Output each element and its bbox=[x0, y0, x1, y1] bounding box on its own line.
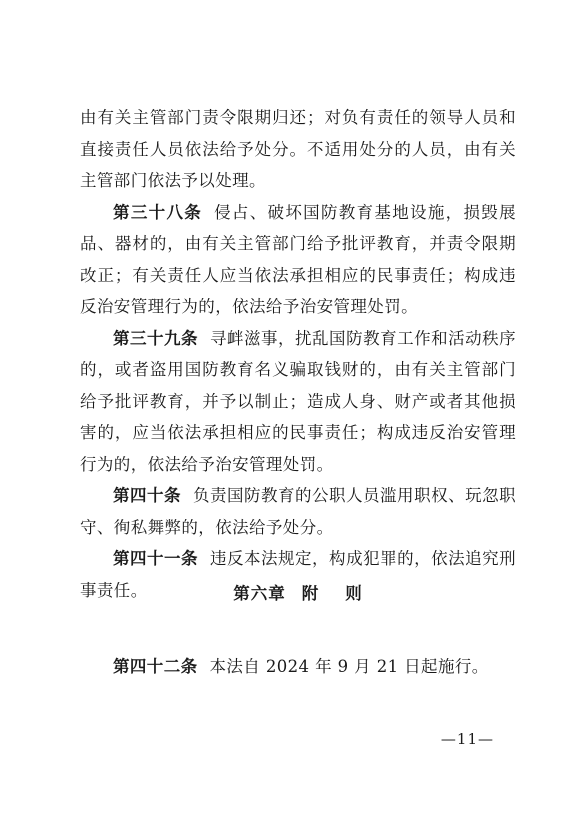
article-number: 第四十二条 bbox=[113, 656, 198, 676]
article-number: 第三十九条 bbox=[113, 328, 199, 348]
article-39 bbox=[80, 323, 516, 481]
paragraph-text: 由有关主管部门责令限期归还；对负有责任的领导人员和直接责任人员依法给予处分。不适用处分的人员，由有关主管部门依法予以处理。 bbox=[80, 108, 516, 190]
article-42 bbox=[80, 655, 516, 679]
page-number: —11— bbox=[440, 730, 494, 748]
article-number: 第三十八条 bbox=[113, 202, 203, 222]
paragraph-continuation bbox=[80, 102, 516, 197]
article-text: 负责国防教育的公职人员滥用职权、玩忽职守、徇私舞弊的，依法给予处分。 bbox=[80, 486, 516, 537]
article-number: 第四十一条 bbox=[113, 549, 199, 568]
article-text: 寻衅滋事，扰乱国防教育工作和活动秩序的，或者盗用国防教育名义骗取钱财的，由有关主管部门给予批评教育，并予以制止；造成人身、财产或者其他损害的，应当依法承担相应的民事责任；构成违反治安管理行为的，依法给予治安管理处罚。 bbox=[80, 328, 517, 474]
article-text: 违反本法规定，构成犯罪的，依法追究刑事责任。 bbox=[80, 549, 517, 600]
article-38 bbox=[80, 197, 516, 323]
chapter-title-part2: 则 bbox=[345, 584, 363, 603]
article-text: 侵占、破坏国防教育基地设施，损毁展品、器材的，由有关主管部门给予批评教育，并责令限期改正；有关责任人应当依法承担相应的民事责任；构成违反治安管理行为的，依法给予治安管理处罚。 bbox=[80, 202, 516, 316]
chapter-heading bbox=[80, 582, 516, 606]
article-text: 本法自 2024 年 9 月 21 日起施行。 bbox=[209, 656, 489, 676]
article-40 bbox=[80, 480, 516, 543]
article-number: 第四十条 bbox=[113, 486, 182, 505]
chapter-title-part1: 附 bbox=[301, 584, 320, 603]
chapter-number: 第六章 bbox=[233, 584, 286, 603]
law-body-text bbox=[80, 102, 516, 606]
